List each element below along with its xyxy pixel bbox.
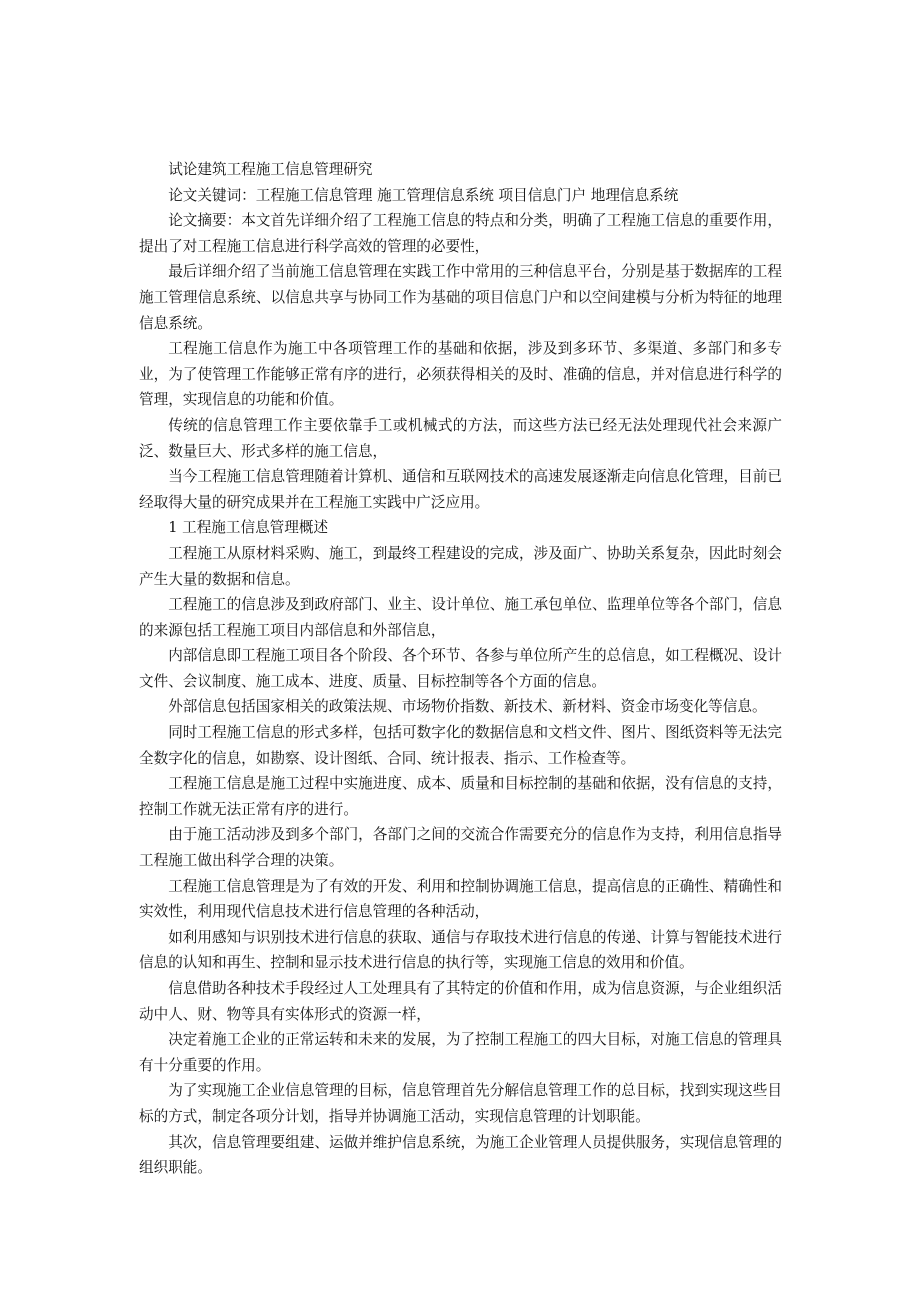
section-heading: 1 工程施工信息管理概述 (168, 519, 329, 537)
paragraph: 工程施工从原材料采购、施工，到最终工程建设的完成，涉及面广、协助关系复杂，因此时刻会产生大量的数据和信息。 (139, 544, 782, 588)
document-title: 试论建筑工程施工信息管理研究 (168, 161, 373, 178)
paragraph: 工程施工的信息涉及到政府部门、业主、设计单位、施工承包单位、监理单位等各个部门，信息的来源包括工程施工项目内部信息和外部信息， (139, 596, 782, 639)
document-body (139, 157, 782, 1181)
paragraph: 工程施工信息作为施工中各项管理工作的基础和依据，涉及到多环节、多渠道、多部门和多专业，为了使管理工作能够正常有序的进行，必须获得相关的及时、准确的信息，并对信息进行科学的管理，实现信息的功能和价值。 (139, 340, 782, 409)
paragraph: 信息借助各种技术手段经过人工处理具有了其特定的价值和作用，成为信息资源，与企业组织活动中人、财、物等具有实体形式的资源一样， (139, 980, 782, 1023)
paragraph: 工程施工信息管理是为了有效的开发、利用和控制协调施工信息，提高信息的正确性、精确性和实效性，利用现代信息技术进行信息管理的各种活动， (139, 877, 782, 921)
paragraph: 如利用感知与识别技术进行信息的获取、通信与存取技术进行信息的传递、计算与智能技术进行信息的认知和再生、控制和显示技术进行信息的执行等，实现施工信息的效用和价值。 (139, 928, 782, 972)
paragraph: 外部信息包括国家相关的政策法规、市场物价指数、新技术、新材料、资金市场变化等信息。 (168, 698, 767, 716)
paragraph: 当今工程施工信息管理随着计算机、通信和互联网技术的高速发展逐渐走向信息化管理，目前已经取得大量的研究成果并在工程施工实践中广泛应用。 (139, 468, 782, 511)
paragraph: 论文摘要：本文首先详细介绍了工程施工信息的特点和分类，明确了工程施工信息的重要作用，提出了对工程施工信息进行科学高效的管理的必要性， (139, 212, 782, 255)
paragraph: 传统的信息管理工作主要依靠手工或机械式的方法，而这些方法已经无法处理现代社会来源广泛、数量巨大、形式多样的施工信息， (139, 416, 782, 460)
paragraph: 工程施工信息是施工过程中实施进度、成本、质量和目标控制的基础和依据，没有信息的支持，控制工作就无法正常有序的进行。 (139, 775, 782, 818)
paragraph: 决定着施工企业的正常运转和未来的发展，为了控制工程施工的四大目标，对施工信息的管理具有十分重要的作用。 (139, 1031, 782, 1074)
paragraph: 由于施工活动涉及到多个部门，各部门之间的交流合作需要充分的信息作为支持，利用信息指导工程施工做出科学合理的决策。 (139, 826, 782, 870)
paragraph: 同时工程施工信息的形式多样，包括可数字化的数据信息和文档文件、图片、图纸资料等无法完全数字化的信息，如勘察、设计图纸、合同、统计报表、指示、工作检查等。 (139, 724, 782, 767)
paragraph: 为了实现施工企业信息管理的目标，信息管理首先分解信息管理工作的总目标，找到实现这些目标的方式，制定各项分计划，指导并协调施工活动，实现信息管理的计划职能。 (139, 1082, 782, 1125)
paragraph: 内部信息即工程施工项目各个阶段、各个环节、各参与单位所产生的总信息，如工程概况、设计文件、会议制度、施工成本、进度、质量、目标控制等各个方面的信息。 (139, 647, 782, 690)
paragraph: 其次，信息管理要组建、运做并维护信息系统，为施工企业管理人员提供服务，实现信息管理的组织职能。 (139, 1133, 782, 1177)
keywords-line: 论文关键词：工程施工信息管理 施工管理信息系统 项目信息门户 地理信息系统 (168, 186, 679, 204)
paragraph: 最后详细介绍了当前施工信息管理在实践工作中常用的三种信息平台，分别是基于数据库的工程施工管理信息系统、以信息共享与协同工作为基础的项目信息门户和以空间建模与分析为特征的地理信息系统。 (139, 263, 782, 332)
